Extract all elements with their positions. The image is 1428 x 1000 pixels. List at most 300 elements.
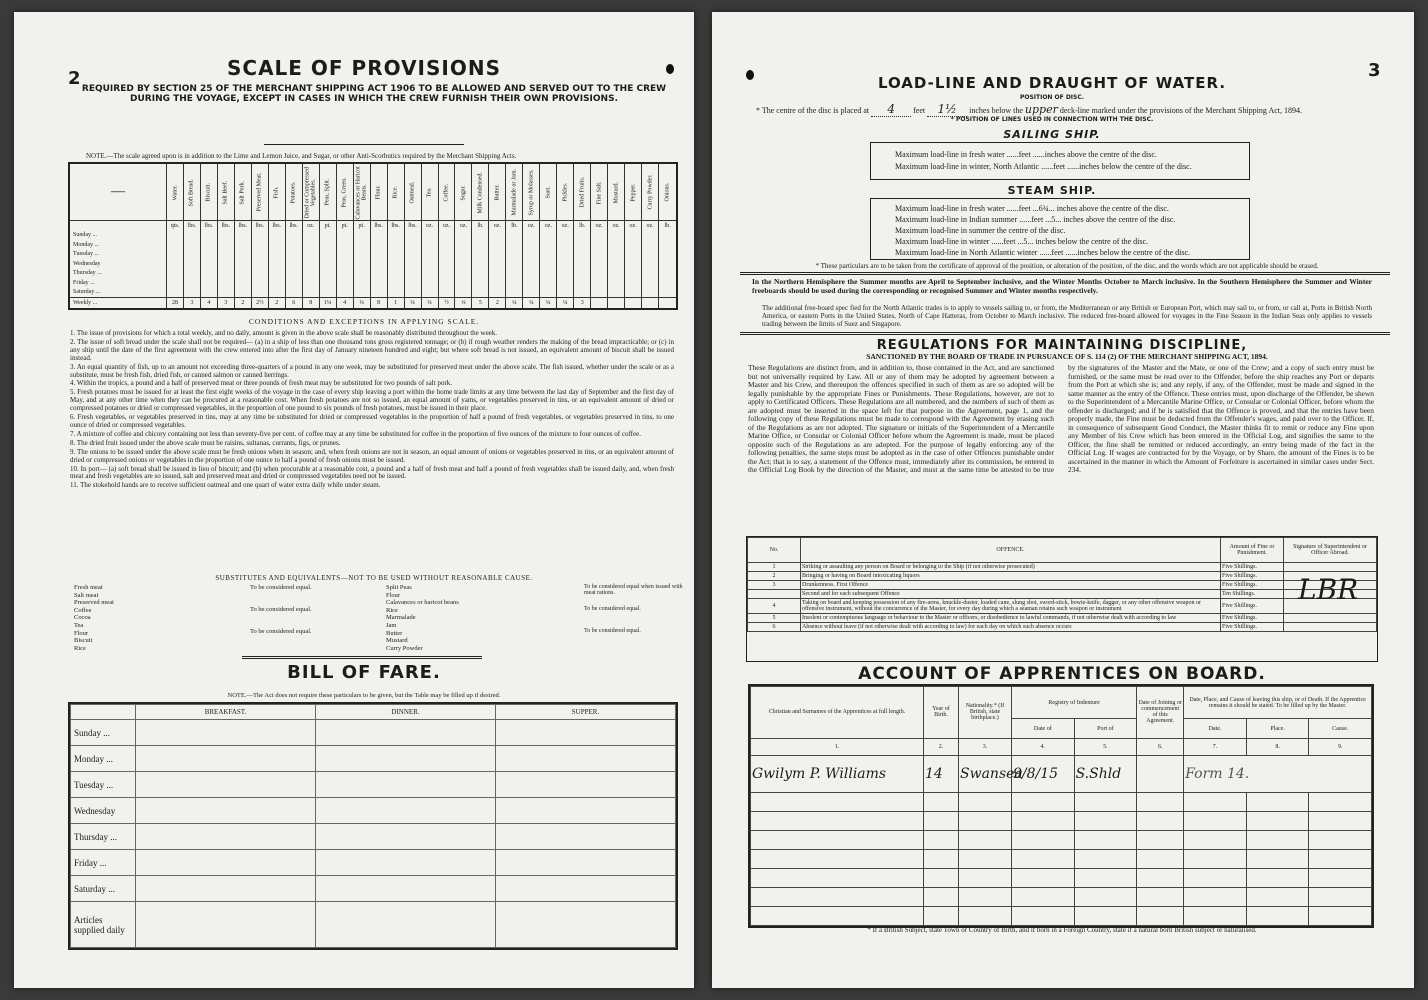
- table-cell: [353, 269, 370, 278]
- acct-colnum: 5.: [1074, 738, 1137, 755]
- fare-cell: [136, 720, 316, 746]
- table-row: [751, 888, 1372, 907]
- weekly-cell: 2: [234, 298, 251, 308]
- acct-cell: [1184, 831, 1247, 850]
- acct-cell: [1246, 812, 1309, 831]
- offence-header: Signature of Superintendent or Officer Abroad.: [1284, 538, 1377, 563]
- fare-cell: [136, 798, 316, 824]
- table-cell: [574, 269, 591, 278]
- fare-cell: [316, 798, 496, 824]
- column-header: Fine Salt.: [591, 164, 608, 221]
- apprentices-table: [748, 684, 1374, 928]
- day-label: Wednesday: [71, 798, 136, 824]
- acct-cell: [1309, 793, 1372, 812]
- weekly-cell: [608, 298, 625, 308]
- column-header: Coffee.: [438, 164, 455, 221]
- table-cell: [489, 240, 506, 249]
- table-cell: [574, 240, 591, 249]
- condition-item: 4. Within the tropics, a pound and a half of preserved meat or three pounds of fresh meat may be substituted for two pounds of salt pork.: [70, 379, 452, 388]
- table-cell: [167, 240, 184, 249]
- offence-text: Bringing or having on Board intoxicating liquors: [801, 572, 1221, 581]
- column-header: Sugar.: [455, 164, 472, 221]
- table-cell: [167, 259, 184, 268]
- table-cell: [659, 269, 676, 278]
- table-cell: [319, 231, 336, 240]
- table-cell: [302, 250, 319, 259]
- acct-cell: [924, 907, 959, 926]
- table-cell: [200, 240, 217, 249]
- table-row: [70, 287, 676, 297]
- table-cell: [404, 269, 421, 278]
- substitute-item: Split Peas: [386, 584, 412, 591]
- table-row: [748, 614, 1377, 623]
- table-cell: [523, 278, 540, 287]
- acct-cell: [959, 888, 1012, 907]
- acct-cell: [1012, 888, 1075, 907]
- punch-hole: [666, 64, 674, 74]
- scale-note: NOTE.—The scale agreed upon is in addition to the Lime and Lemon Juice, and Sugar, or other Anti-Scorbutics required by the Merchant Shipping Acts.: [86, 152, 517, 160]
- table-cell: [523, 269, 540, 278]
- offences-grid: [747, 537, 1377, 632]
- table-cell: [183, 240, 200, 249]
- acct-header: Date, Place, and Cause of leaving this ship, or of Death. If the Apprentice remains it should be stated. To be filled up by the Master.: [1184, 687, 1372, 719]
- table-cell: [472, 240, 489, 249]
- acct-cell: [1246, 888, 1309, 907]
- fare-cell: [136, 850, 316, 876]
- fare-cell: [316, 746, 496, 772]
- table-cell: [659, 231, 676, 240]
- table-cell: [200, 287, 217, 297]
- table-row: [751, 831, 1372, 850]
- acct-cell: [1137, 888, 1184, 907]
- unit-cell: lb.: [506, 221, 523, 231]
- table-cell: [370, 259, 387, 268]
- acct-cell: [1246, 793, 1309, 812]
- unit-cell: oz.: [591, 221, 608, 231]
- apprentices-title: ACCOUNT OF APPRENTICES ON BOARD.: [858, 664, 1266, 684]
- offence-fine: Ten Shillings.: [1221, 590, 1284, 599]
- meal-header: SUPPER.: [496, 705, 676, 720]
- table-cell: [353, 231, 370, 240]
- unit-cell: lbs.: [370, 221, 387, 231]
- disc-tail: deck-line marked under the provisions of the Merchant Shipping Act, 1894.: [1059, 106, 1303, 115]
- table-cell: [251, 269, 268, 278]
- day-label: Wednesday: [73, 260, 101, 267]
- table-cell: [387, 259, 404, 268]
- unit-cell: qts.: [167, 221, 184, 231]
- table-cell: [455, 269, 472, 278]
- column-header: Biscuit.: [200, 164, 217, 221]
- unit-cell: lbs.: [251, 221, 268, 231]
- table-cell: [370, 278, 387, 287]
- table-cell: [370, 287, 387, 297]
- fare-cell: [316, 850, 496, 876]
- bill-of-fare-title: BILL OF FARE.: [287, 662, 441, 683]
- acct-cell: [959, 850, 1012, 869]
- table-cell: [608, 269, 625, 278]
- unit-cell: lb.: [472, 221, 489, 231]
- table-cell: [234, 287, 251, 297]
- table-cell: [387, 278, 404, 287]
- table-cell: [506, 278, 523, 287]
- table-cell: [421, 269, 438, 278]
- column-header: Water.: [167, 164, 184, 221]
- acct-cell: [1184, 812, 1247, 831]
- table-cell: [455, 231, 472, 240]
- substitute-note: To be considered equal.: [250, 628, 312, 635]
- offence-text: Second and for each subsequent Offence: [801, 590, 1221, 599]
- acct-colnum: 7.: [1184, 738, 1247, 755]
- acct-cell: [1309, 888, 1372, 907]
- loadline-title: LOAD-LINE AND DRAUGHT OF WATER.: [877, 74, 1227, 92]
- table-cell: [234, 231, 251, 240]
- table-cell: [268, 278, 285, 287]
- substitute-item: Preserved meat: [74, 599, 114, 607]
- provisions-grid: [70, 164, 676, 308]
- offence-signature: [1284, 572, 1377, 581]
- day-label: Thursday ...: [71, 824, 136, 850]
- acct-colnum: 4.: [1012, 738, 1075, 755]
- steam-line: Maximum load-line in summer the centre of the disc.: [895, 226, 1066, 235]
- column-header: Tea.: [421, 164, 438, 221]
- table-cell: [591, 240, 608, 249]
- table-cell: [336, 240, 353, 249]
- acct-cell: [924, 869, 959, 888]
- fare-cell: [136, 876, 316, 902]
- table-cell: [167, 231, 184, 240]
- bill-note: NOTE.—The Act does not require these particulars to be given, but the Table may be filled up if desired.: [227, 692, 501, 699]
- table-cell: [387, 287, 404, 297]
- substitute-note: To be considered equal.: [250, 584, 312, 591]
- meal-header: BREAKFAST.: [136, 705, 316, 720]
- table-cell: [268, 240, 285, 249]
- acct-cell: [1074, 831, 1137, 850]
- table-cell: [404, 250, 421, 259]
- table-row: [70, 231, 676, 240]
- table-cell: [438, 259, 455, 268]
- table-cell: [319, 259, 336, 268]
- weekly-cell: ¼: [506, 298, 523, 308]
- table-row: [751, 793, 1372, 812]
- table-cell: [217, 259, 234, 268]
- table-cell: [438, 269, 455, 278]
- fare-cell: [496, 746, 676, 772]
- divider: [740, 272, 1390, 275]
- table-cell: [455, 278, 472, 287]
- offence-no: [748, 590, 801, 599]
- table-cell: [591, 278, 608, 287]
- table-cell: [302, 269, 319, 278]
- offence-no: 1: [748, 563, 801, 572]
- offence-signature: [1284, 581, 1377, 590]
- unit-cell: oz.: [438, 221, 455, 231]
- apprentice-indenture-date: 9/8/15: [1012, 756, 1075, 793]
- acct-cell: [1184, 793, 1247, 812]
- day-label: Monday ...: [73, 241, 99, 248]
- table-cell: [234, 250, 251, 259]
- table-cell: [183, 278, 200, 287]
- table-cell: [387, 231, 404, 240]
- acct-cell: [1012, 831, 1075, 850]
- particulars-note: * These particulars are to be taken from the certificate of approval of the position, or alteration of the position, of the disc, and the words which are not applicable should be erased.: [815, 262, 1319, 270]
- apprentice-nationality: Swansea: [959, 756, 1012, 793]
- acct-cell: [751, 869, 924, 888]
- unit-cell: lb.: [574, 221, 591, 231]
- offences-table: [746, 536, 1378, 662]
- table-cell: [438, 231, 455, 240]
- acct-cell: [1309, 850, 1372, 869]
- table-cell: [268, 231, 285, 240]
- offence-text: Drunkenness. First Offence: [801, 581, 1221, 590]
- weekly-cell: 2: [268, 298, 285, 308]
- column-header: Peas, Green.: [336, 164, 353, 221]
- acct-cell: [1246, 869, 1309, 888]
- weekly-cell: 2: [489, 298, 506, 308]
- substitute-note: To be considered equal.: [584, 628, 641, 634]
- weekly-cell: ¼: [540, 298, 557, 308]
- apprentice-year: 14: [924, 756, 959, 793]
- unit-cell: oz.: [557, 221, 574, 231]
- weekly-cell: 3: [574, 298, 591, 308]
- unit-cell: pt.: [353, 221, 370, 231]
- offence-header: OFFENCE.: [801, 538, 1221, 563]
- table-cell: [540, 231, 557, 240]
- column-header: Salt Beef.: [217, 164, 234, 221]
- unit-cell: oz.: [302, 221, 319, 231]
- weekly-cell: 1: [387, 298, 404, 308]
- fare-cell: [496, 876, 676, 902]
- table-cell: [591, 269, 608, 278]
- column-header: Potatoes.: [285, 164, 302, 221]
- offence-fine: Five Shillings.: [1221, 563, 1284, 572]
- divider: [264, 144, 464, 145]
- table-cell: [302, 278, 319, 287]
- table-cell: [591, 259, 608, 268]
- apprentices-grid: [750, 686, 1372, 926]
- table-cell: [285, 269, 302, 278]
- fare-cell: [496, 772, 676, 798]
- day-label: Friday ...: [73, 279, 95, 286]
- fare-cell: [316, 876, 496, 902]
- acct-cell: [959, 793, 1012, 812]
- table-cell: [251, 231, 268, 240]
- unit-cell: oz.: [421, 221, 438, 231]
- acct-subheader: Date.: [1184, 719, 1247, 738]
- column-header: Syrup or Molasses.: [523, 164, 540, 221]
- fare-cell: [136, 746, 316, 772]
- table-cell: [625, 240, 642, 249]
- table-cell: [608, 231, 625, 240]
- table-cell: [167, 278, 184, 287]
- table-cell: [472, 278, 489, 287]
- substitute-item: Salt meat: [74, 591, 99, 599]
- table-cell: [659, 287, 676, 297]
- substitute-note: To be considered equal.: [584, 606, 641, 612]
- table-row: [70, 240, 676, 249]
- acct-header: Date of Joining or commencement of this Agreement.: [1137, 687, 1184, 739]
- offence-signature: [1284, 563, 1377, 606]
- table-cell: [387, 250, 404, 259]
- table-row: [748, 590, 1377, 599]
- day-label: Monday ...: [71, 746, 136, 772]
- table-cell: [574, 250, 591, 259]
- day-label: Friday ...: [71, 850, 136, 876]
- conditions-title: CONDITIONS AND EXCEPTIONS IN APPLYING SCALE.: [248, 317, 480, 326]
- substitute-item: Biscuit: [74, 637, 93, 645]
- offence-text: Insolent or contemptuous language or behaviour to the Master or officers, or disobedience to lawful commands, if not otherwise dealt with according to law: [801, 614, 1221, 623]
- blank-header: —: [70, 164, 167, 221]
- acct-subheader: Date of: [1012, 719, 1075, 738]
- column-header: Suet.: [540, 164, 557, 221]
- divider: [242, 656, 482, 659]
- table-cell: [319, 287, 336, 297]
- apprentice-indenture-port: S.Shld: [1074, 756, 1137, 793]
- acct-cell: [1012, 793, 1075, 812]
- acct-colnum: 9.: [1309, 738, 1372, 755]
- disc-position-line: [756, 102, 1386, 117]
- acct-cell: [751, 793, 924, 812]
- table-cell: [608, 287, 625, 297]
- table-cell: [319, 269, 336, 278]
- fare-cell: [316, 824, 496, 850]
- table-cell: [217, 269, 234, 278]
- unit-cell: oz.: [642, 221, 659, 231]
- table-cell: [421, 287, 438, 297]
- disc-text: * The centre of the disc is placed at: [756, 106, 870, 115]
- table-row: [71, 824, 676, 850]
- table-cell: [387, 240, 404, 249]
- table-cell: [540, 278, 557, 287]
- table-cell: [302, 259, 319, 268]
- acct-cell: [751, 907, 924, 926]
- weekly-label: Weekly ...: [70, 298, 167, 308]
- table-row: [751, 756, 1372, 793]
- table-cell: [421, 278, 438, 287]
- condition-item: 6. Fresh vegetables, or vegetables preserved in tins, may at any time be substituted for dried or compressed vegetables in the proportion of half a pound of fresh vegetables, or vegetables preserved in tins, to one ounce of dried or compressed vegetables.: [70, 413, 674, 429]
- acct-subheader: Port of: [1074, 719, 1137, 738]
- unit-cell: lbs.: [200, 221, 217, 231]
- offence-signature: [1284, 599, 1377, 614]
- table-cell: [421, 250, 438, 259]
- table-cell: [625, 278, 642, 287]
- offence-no: 3: [748, 581, 801, 590]
- substitute-item: Calavances or haricot beans: [386, 599, 459, 607]
- substitute-item: Jam: [386, 621, 397, 629]
- table-cell: [421, 259, 438, 268]
- acct-cell: [751, 850, 924, 869]
- table-cell: [625, 287, 642, 297]
- table-cell: [404, 259, 421, 268]
- table-row: [751, 812, 1372, 831]
- table-row: [71, 746, 676, 772]
- weekly-cell: ¼: [353, 298, 370, 308]
- table-cell: [574, 287, 591, 297]
- unit-cell: oz.: [608, 221, 625, 231]
- offence-signature: [1284, 623, 1377, 632]
- substitutes-left-notes: [250, 584, 350, 650]
- table-cell: [642, 287, 659, 297]
- table-cell: [574, 259, 591, 268]
- table-cell: [336, 278, 353, 287]
- table-cell: [183, 259, 200, 268]
- fare-cell: [496, 720, 676, 746]
- sailing-line: Maximum load-line in winter, North Atlantic ......feet ......inches below the centre of the disc.: [895, 162, 1192, 171]
- table-row: [751, 869, 1372, 888]
- column-header: Mustard.: [608, 164, 625, 221]
- table-cell: [642, 278, 659, 287]
- table-cell: [608, 240, 625, 249]
- table-cell: [234, 259, 251, 268]
- acct-cell: [959, 869, 1012, 888]
- acct-cell: [1137, 850, 1184, 869]
- acct-colnum: 8.: [1246, 738, 1309, 755]
- table-cell: [472, 231, 489, 240]
- table-cell: [336, 250, 353, 259]
- acct-colnum: 2.: [924, 738, 959, 755]
- table-cell: [421, 240, 438, 249]
- acct-cell: [924, 812, 959, 831]
- blank-header: [71, 705, 136, 720]
- page-number: 3: [1368, 60, 1381, 81]
- offence-fine: Five Shillings.: [1221, 599, 1284, 614]
- condition-item: 2. The issue of soft bread under the scale shall not be required— (a) in a ship of less than one thousand tons gross registered tonnage; or (b) if rough weather renders the making of the bread impracticable; or (c) in any ship until the date of the first agreement with the crew entered into after the first day of January nineteen hundred and eight; but where soft bread is not issued, an equivalent amount of biscuit shall be issued instead.: [70, 337, 674, 362]
- column-header: Preserved Meat.: [251, 164, 268, 221]
- table-cell: [302, 287, 319, 297]
- acct-colnum: 3.: [959, 738, 1012, 755]
- acct-cell: [959, 831, 1012, 850]
- table-cell: [285, 231, 302, 240]
- unit-cell: lbs.: [183, 221, 200, 231]
- table-cell: [200, 269, 217, 278]
- unit-cell: lbs.: [217, 221, 234, 231]
- table-cell: [404, 240, 421, 249]
- table-cell: [319, 250, 336, 259]
- bill-of-fare-table: [68, 702, 678, 950]
- weekly-cell: ¼: [455, 298, 472, 308]
- substitute-item: Marmalade: [386, 614, 416, 622]
- column-header: Calavances or Haricot Beans.: [353, 164, 370, 221]
- table-cell: [217, 231, 234, 240]
- weekly-cell: ¼: [557, 298, 574, 308]
- table-cell: [472, 269, 489, 278]
- column-header: Milk Condensed.: [472, 164, 489, 221]
- table-cell: [523, 231, 540, 240]
- acct-cell: [1074, 793, 1137, 812]
- condition-item: 9. The onions to be issued under the above scale must be fresh onions when in season; and, when fresh onions are not in season, an equal amount of onions or vegetables preserved in tins, or an equivalent amount of dried or compressed onions or vegetables in the proportion of one ounce to half a pound of fresh onions must be issued.: [70, 447, 674, 464]
- table-cell: [557, 240, 574, 249]
- acct-header: Christian and Surnames of the Apprentices at full length.: [751, 687, 924, 739]
- table-cell: [268, 269, 285, 278]
- unit-cell: oz.: [540, 221, 557, 231]
- substitute-item: Mustard: [386, 637, 408, 645]
- weekly-cell: 3: [183, 298, 200, 308]
- acct-cell: [1137, 869, 1184, 888]
- table-row: [751, 907, 1372, 926]
- table-cell: [540, 250, 557, 259]
- table-cell: [251, 278, 268, 287]
- offence-text: Striking or assaulting any person on Board or belonging to the Ship (if not otherwise prosecuted): [801, 563, 1221, 572]
- table-cell: [387, 269, 404, 278]
- weekly-cell: ¼: [404, 298, 421, 308]
- acct-subheader: Cause.: [1309, 719, 1372, 738]
- table-cell: [489, 287, 506, 297]
- table-cell: [489, 269, 506, 278]
- table-cell: [608, 250, 625, 259]
- table-cell: [523, 250, 540, 259]
- acct-header: Nationality.* (If British, state birthplace.): [959, 687, 1012, 739]
- table-row: [71, 798, 676, 824]
- condition-item: 1. The issue of provisions for which a total weekly, and no daily, amount is given in the above scale shall be reasonably distributed throughout the week.: [70, 329, 498, 337]
